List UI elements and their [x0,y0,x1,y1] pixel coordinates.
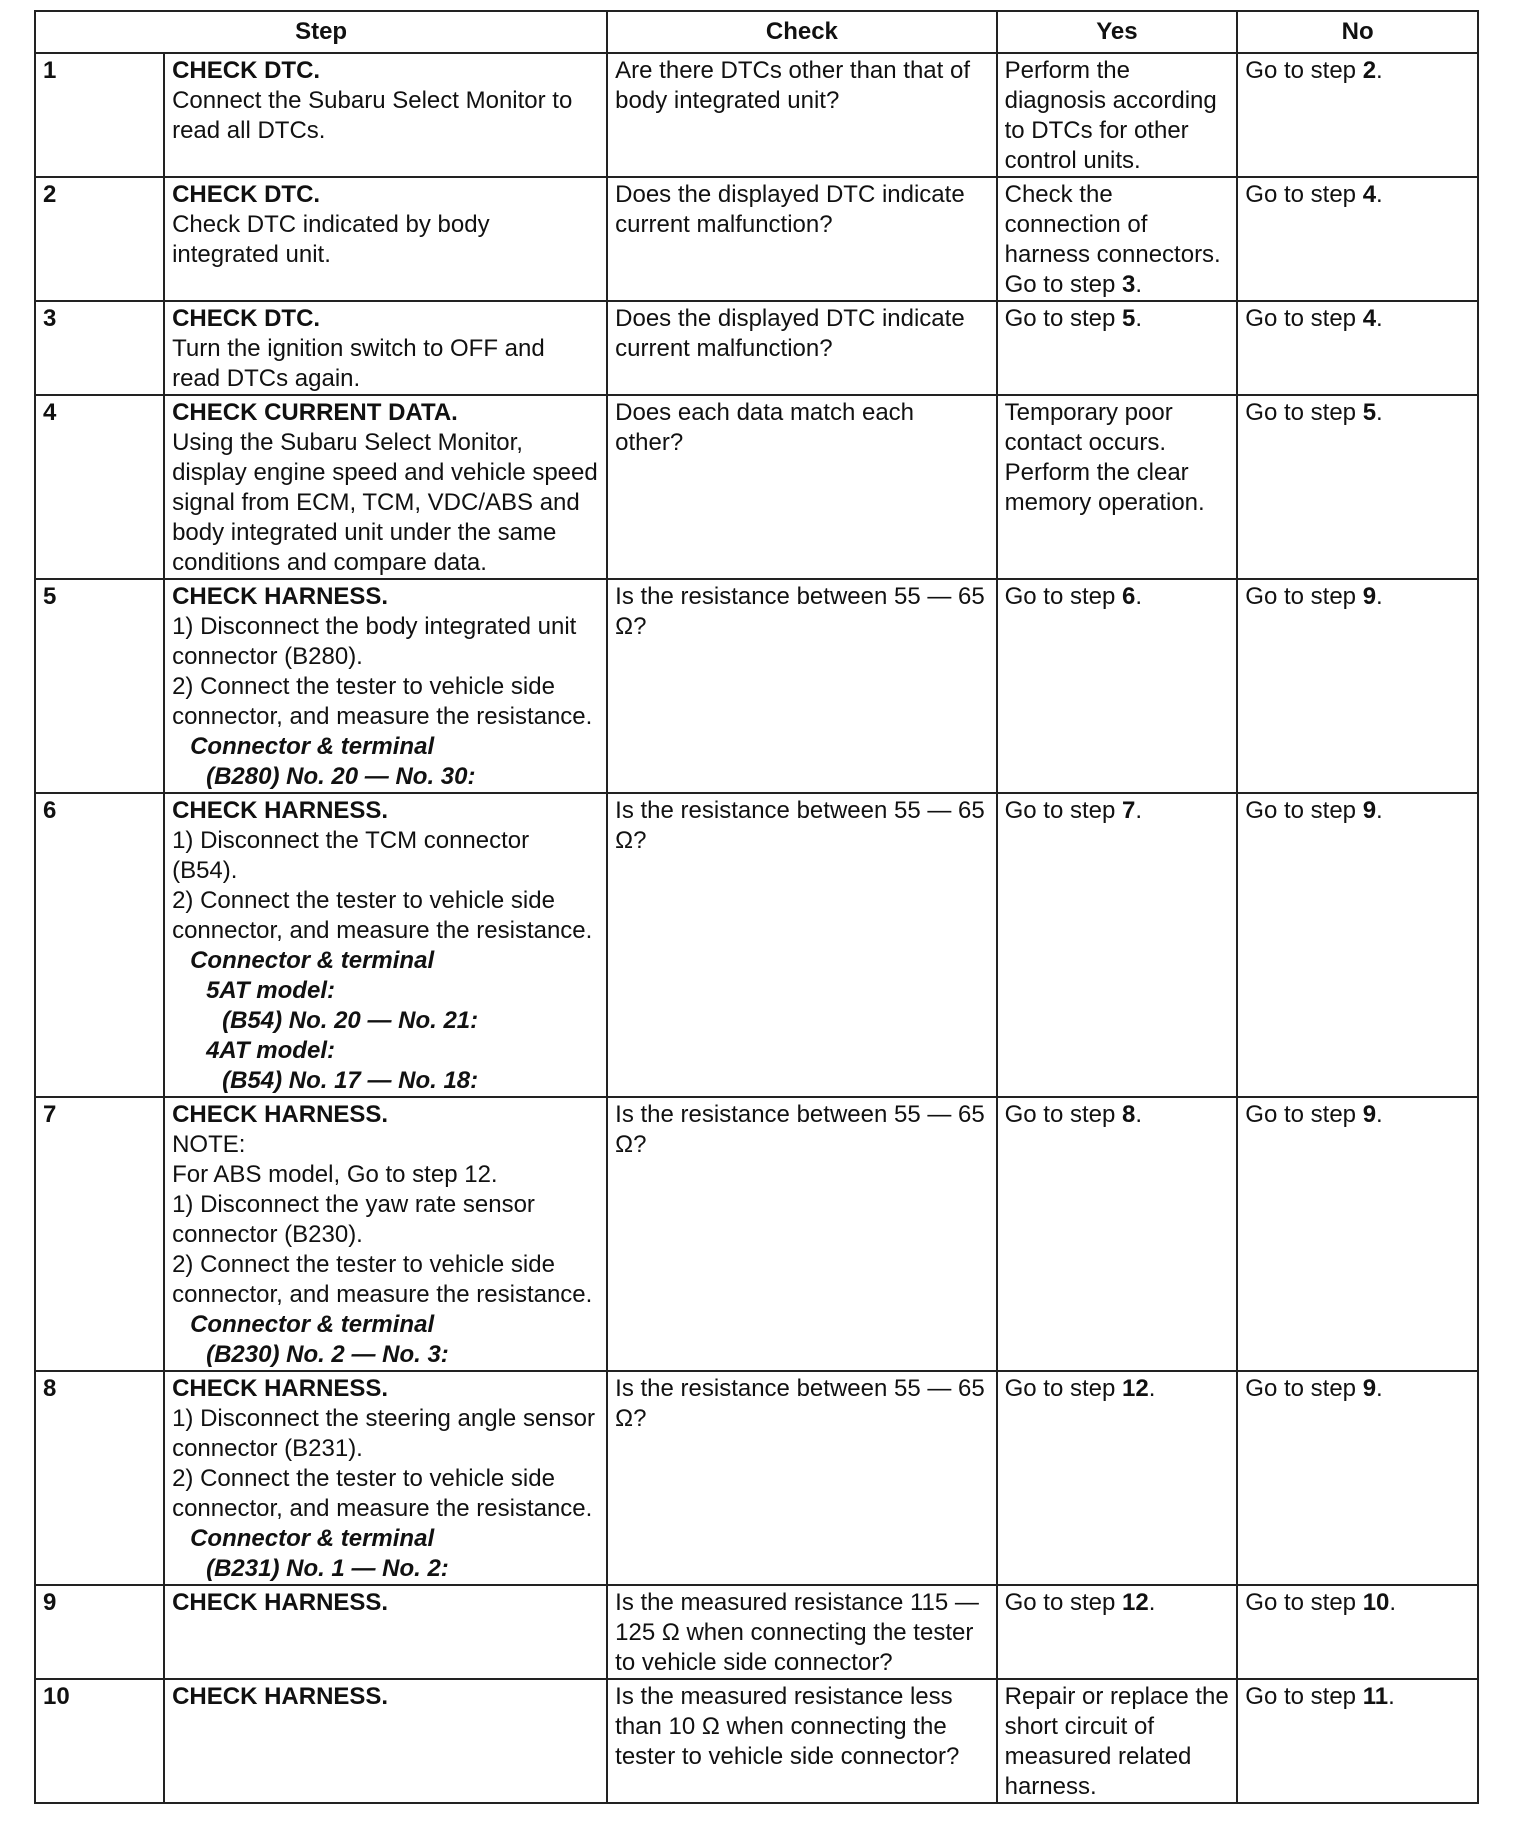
no-action-text: Go to step [1245,1683,1363,1710]
step-description [164,301,607,395]
no-action-text: Go to step [1245,305,1363,332]
step-description [164,1679,607,1803]
no-goto-step: 5 [1362,399,1377,426]
yes-action [997,301,1238,395]
no-goto-step: 9 [1362,1375,1377,1402]
yes-action-text: Go to step [1004,305,1123,332]
step-number: 1 [35,53,164,177]
no-action [1237,1097,1478,1371]
step-instruction: Check DTC indicated by body integrated unit. [172,211,490,268]
step-title: CHECK DTC. [172,305,321,332]
table-row [35,1679,1478,1803]
no-action-text: Go to step [1245,399,1363,426]
connector-terminal-spec: Connector & terminal [190,1311,435,1338]
yes-action [997,1097,1238,1371]
check-question: Are there DTCs other than that of body integrated unit? [607,53,996,177]
step-number: 7 [35,1097,164,1371]
connector-terminal-spec: 4AT model: [206,1037,335,1064]
header-check: Check [607,11,996,53]
step-instruction: For ABS model, Go to step 12. [172,1161,498,1188]
step-number: 8 [35,1371,164,1585]
no-action [1237,1371,1478,1585]
step-title: CHECK HARNESS. [172,1101,389,1128]
yes-action [997,1371,1238,1585]
no-goto-step: 9 [1362,583,1377,610]
step-number: 9 [35,1585,164,1679]
header-row [35,11,1478,53]
no-goto-step: 10 [1362,1589,1390,1616]
check-question: Does the displayed DTC indicate current malfunction? [607,301,996,395]
step-instruction: 2) Connect the tester to vehicle side connector, and measure the resistance. [172,1251,593,1308]
yes-action-text: Perform the diagnosis according to DTCs for other control units. [1004,57,1217,174]
yes-action-text: Go to step [1004,1375,1123,1402]
step-description [164,1097,607,1371]
step-number: 6 [35,793,164,1097]
yes-action-text: Go to step [1004,1101,1123,1128]
check-question: Is the measured resistance 115 — 125 Ω when connecting the tester to vehicle side connector? [607,1585,996,1679]
yes-action-end: . [1135,305,1143,332]
step-instruction: 2) Connect the tester to vehicle side connector, and measure the resistance. [172,1465,593,1522]
check-question: Is the resistance between 55 — 65 Ω? [607,1097,996,1371]
table-row [35,579,1478,793]
connector-terminal-spec: 5AT model: [206,977,335,1004]
step-number: 3 [35,301,164,395]
step-title: CHECK HARNESS. [172,797,389,824]
step-title: CHECK HARNESS. [172,1375,389,1402]
diagnosis-table [34,10,1479,1804]
step-instruction: Turn the ignition switch to OFF and read DTCs again. [172,335,545,392]
step-title: CHECK HARNESS. [172,1683,389,1710]
yes-action-text: Go to step [1004,1589,1123,1616]
no-action-text: Go to step [1245,57,1363,84]
no-goto-step: 4 [1362,305,1377,332]
table-row [35,395,1478,579]
check-question: Is the resistance between 55 — 65 Ω? [607,579,996,793]
step-instruction: 2) Connect the tester to vehicle side connector, and measure the resistance. [172,887,593,944]
connector-terminal-spec: Connector & terminal [190,733,435,760]
no-action-text: Go to step [1245,583,1363,610]
table-row [35,1585,1478,1679]
step-instruction: Connect the Subaru Select Monitor to read all DTCs. [172,87,573,144]
check-question: Is the resistance between 55 — 65 Ω? [607,1371,996,1585]
yes-goto-step: 7 [1122,797,1136,824]
step-title: CHECK CURRENT DATA. [172,399,458,426]
no-action [1237,53,1478,177]
table-row [35,53,1478,177]
yes-action [997,1585,1238,1679]
table-row [35,177,1478,301]
no-action [1237,395,1478,579]
check-question: Is the measured resistance less than 10 Ω when connecting the tester to vehicle side connector? [607,1679,996,1803]
step-title: CHECK HARNESS. [172,583,389,610]
yes-action-end: . [1135,797,1143,824]
step-description [164,793,607,1097]
connector-terminal-spec: Connector & terminal [190,947,435,974]
no-action-text: Go to step [1245,181,1363,208]
table-row [35,301,1478,395]
yes-action-end: . [1135,583,1143,610]
step-title: CHECK DTC. [172,57,321,84]
step-instruction: Using the Subaru Select Monitor, display engine speed and vehicle speed signal from ECM, TCM, VDC/ABS and body integrated unit under the same conditions and compare data. [172,429,598,576]
no-action-end: . [1376,583,1383,610]
table-row [35,1371,1478,1585]
yes-action-text: Go to step [1004,797,1123,824]
yes-action-end: . [1135,271,1143,298]
check-question: Does each data match each other? [607,395,996,579]
yes-goto-step: 5 [1122,305,1136,332]
step-instruction: 1) Disconnect the TCM connector (B54). [172,827,530,884]
yes-action [997,395,1238,579]
no-action-text: Go to step [1245,1101,1363,1128]
connector-terminal-spec: Connector & terminal [190,1525,435,1552]
table-row [35,793,1478,1097]
yes-action [997,1679,1238,1803]
no-action-end: . [1376,797,1383,824]
step-title: CHECK HARNESS. [172,1589,389,1616]
yes-action [997,177,1238,301]
yes-goto-step: 12 [1122,1589,1149,1616]
yes-action-text: Temporary poor contact occurs. Perform the clear memory operation. [1004,399,1205,516]
no-action [1237,1679,1478,1803]
no-action [1237,579,1478,793]
yes-action [997,793,1238,1097]
check-question: Does the displayed DTC indicate current malfunction? [607,177,996,301]
no-action-end: . [1376,181,1383,208]
no-action-end: . [1376,1375,1383,1402]
step-instruction: 1) Disconnect the yaw rate sensor connector (B230). [172,1191,535,1248]
yes-goto-step: 3 [1122,271,1136,298]
step-description [164,53,607,177]
step-instruction: 2) Connect the tester to vehicle side connector, and measure the resistance. [172,673,593,730]
no-goto-step: 9 [1362,1101,1377,1128]
step-number: 5 [35,579,164,793]
yes-goto-step: 8 [1122,1101,1136,1128]
header-no: No [1237,11,1478,53]
no-action [1237,177,1478,301]
yes-action-end: . [1148,1589,1156,1616]
connector-terminal-spec: (B230) No. 2 — No. 3: [206,1341,449,1368]
step-number: 2 [35,177,164,301]
no-action-end: . [1389,1589,1397,1616]
yes-action-end: . [1135,1101,1143,1128]
no-action [1237,301,1478,395]
no-action-end: . [1376,305,1383,332]
yes-action-text: Go to step [1004,583,1123,610]
no-goto-step: 4 [1362,181,1377,208]
table-body [35,53,1478,1803]
no-action-end: . [1376,1101,1383,1128]
step-description [164,395,607,579]
no-action-text: Go to step [1245,797,1363,824]
header-step: Step [35,11,607,53]
step-description [164,1585,607,1679]
no-action [1237,793,1478,1097]
step-description [164,1371,607,1585]
yes-action-end: . [1148,1375,1156,1402]
step-number: 10 [35,1679,164,1803]
step-description [164,177,607,301]
yes-action-text: Repair or replace the short circuit of measured related harness. [1004,1683,1229,1800]
check-question: Is the resistance between 55 — 65 Ω? [607,793,996,1097]
step-description [164,579,607,793]
yes-goto-step: 12 [1122,1375,1149,1402]
no-action-text: Go to step [1245,1375,1363,1402]
yes-action [997,579,1238,793]
step-instruction: 1) Disconnect the body integrated unit connector (B280). [172,613,577,670]
header-yes: Yes [997,11,1238,53]
yes-action-text: Check the connection of harness connectors. Go to step [1004,181,1221,298]
yes-action [997,53,1238,177]
no-action-end: . [1376,57,1383,84]
step-instruction: 1) Disconnect the steering angle sensor connector (B231). [172,1405,595,1462]
no-goto-step: 11 [1362,1683,1389,1710]
connector-terminal-spec: (B54) No. 17 — No. 18: [222,1067,479,1094]
step-instruction: NOTE: [172,1131,246,1158]
no-action [1237,1585,1478,1679]
step-title: CHECK DTC. [172,181,321,208]
no-action-text: Go to step [1245,1589,1363,1616]
step-number: 4 [35,395,164,579]
connector-terminal-spec: (B54) No. 20 — No. 21: [222,1007,479,1034]
no-goto-step: 9 [1362,797,1377,824]
connector-terminal-spec: (B231) No. 1 — No. 2: [206,1555,449,1582]
table-row [35,1097,1478,1371]
no-action-end: . [1388,1683,1395,1710]
connector-terminal-spec: (B280) No. 20 — No. 30: [206,763,476,790]
yes-goto-step: 6 [1122,583,1136,610]
no-action-end: . [1376,399,1383,426]
no-goto-step: 2 [1362,57,1377,84]
